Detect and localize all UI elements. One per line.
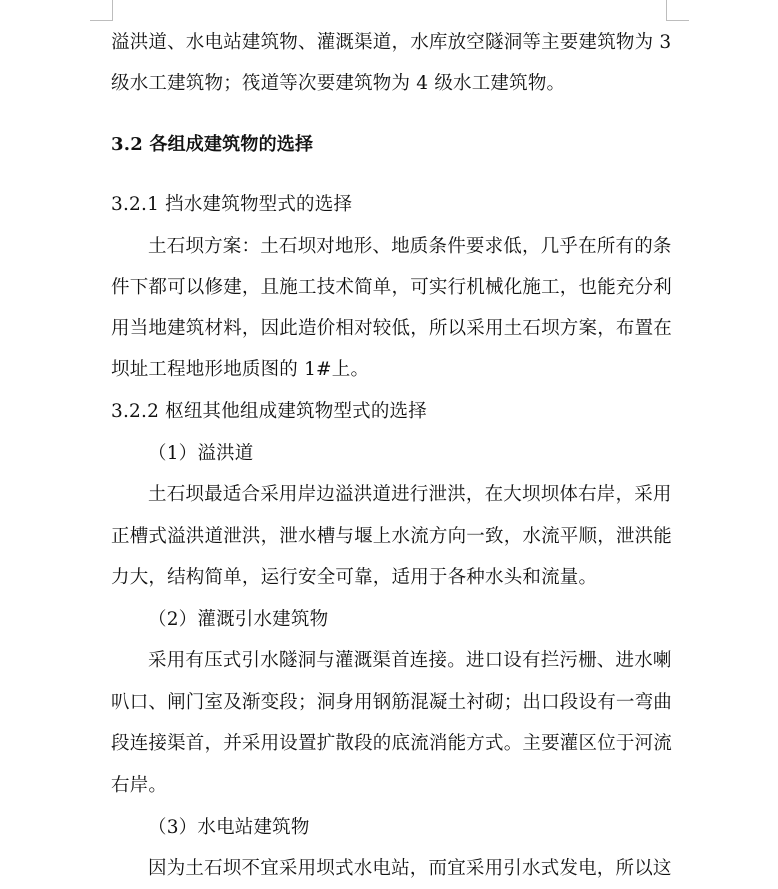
page-corner-mark-right xyxy=(666,0,689,21)
paragraph-line: 件下都可以修建，且施工技术简单，可实行机械化施工，也能充分利 xyxy=(111,277,673,298)
subsection-heading: 3.2.2 枢纽其他组成建筑物型式的选择 xyxy=(111,401,427,422)
list-item-heading: （3）水电站建筑物 xyxy=(148,817,310,838)
paragraph-line: 叭口、闸门室及渐变段；洞身用钢筋混凝土衬砌；出口段设有一弯曲 xyxy=(111,692,673,713)
list-item-heading: （1）溢洪道 xyxy=(148,443,254,464)
paragraph-line: 采用有压式引水隧洞与灌溉渠首连接。进口设有拦污栅、进水喇 xyxy=(148,650,672,671)
paragraph-line: 正槽式溢洪道泄洪，泄水槽与堰上水流方向一致，水流平顺，泄洪能 xyxy=(111,526,673,547)
paragraph-line: 溢洪道、水电站建筑物、灌溉渠道，水库放空隧洞等主要建筑物为 3 xyxy=(111,32,672,53)
paragraph-line: 段连接渠首，并采用设置扩散段的底流消能方式。主要灌区位于河流 xyxy=(111,733,673,754)
page-corner-mark-left xyxy=(90,0,113,21)
list-item-heading: （2）灌溉引水建筑物 xyxy=(148,609,329,630)
paragraph-line: 土石坝最适合采用岸边溢洪道进行泄洪，在大坝坝体右岸，采用 xyxy=(148,484,672,505)
paragraph-line: 力大，结构简单，运行安全可靠，适用于各种水头和流量。 xyxy=(111,567,598,588)
paragraph-line: 级水工建筑物；筏道等次要建筑物为 4 级水工建筑物。 xyxy=(111,73,566,94)
paragraph-line: 土石坝方案：土石坝对地形、地质条件要求低，几乎在所有的条 xyxy=(148,236,672,257)
section-heading: 3.2 各组成建筑物的选择 xyxy=(111,134,314,155)
paragraph-line: 因为土石坝不宜采用坝式水电站，而宜采用引水式发电，所以这 xyxy=(148,858,672,879)
paragraph-line: 右岸。 xyxy=(111,775,168,796)
subsection-heading: 3.2.1 挡水建筑物型式的选择 xyxy=(111,194,353,215)
paragraph-line: 用当地建筑材料，因此造价相对较低，所以采用土石坝方案，布置在 xyxy=(111,318,673,339)
paragraph-line: 坝址工程地形地质图的 1#上。 xyxy=(111,359,370,380)
